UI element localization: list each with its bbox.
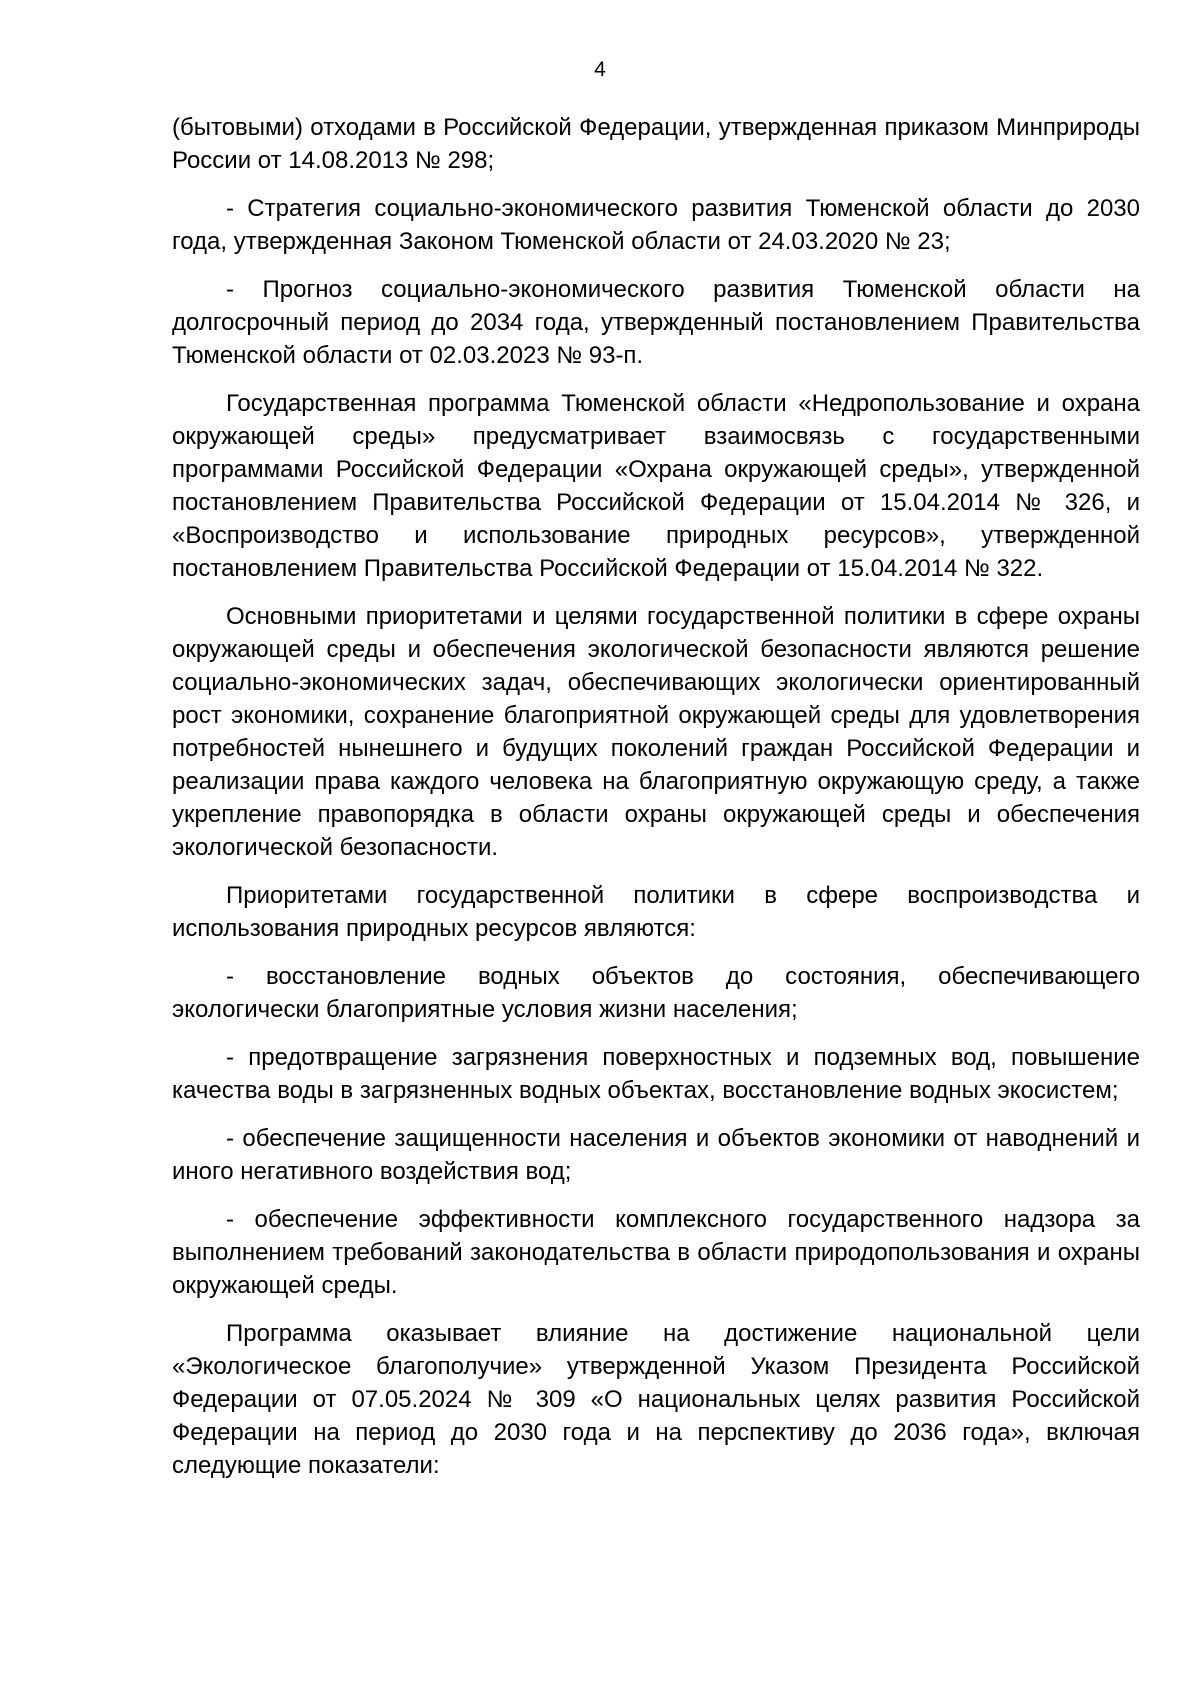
document-body <box>172 111 1140 1497</box>
list-item-supervision-efficiency: - обеспечение эффективности комплексного государственного надзора за выполнением требований законодательства в области природопользования и охраны окружающей среды. <box>172 1206 1140 1299</box>
paragraph-waste-strategy-continuation: (бытовыми) отходами в Российской Федерации, утвержденная приказом Минприроды России от 14.08.2013 № 298; <box>172 114 1140 174</box>
list-item-water-restoration: - восстановление водных объектов до состояния, обеспечивающего экологически благоприятные условия жизни населения; <box>172 963 1140 1023</box>
paragraph-development-strategy: - Стратегия социально-экономического развития Тюменской области до 2030 года, утвержденная Законом Тюменской области от 24.03.2020 № 23; <box>172 195 1140 255</box>
paragraph-program-interrelation: Государственная программа Тюменской области «Недропользование и охрана окружающей среды» предусматривает взаимосвязь с государственными программами Российской Федерации «Охрана окружающей среды», утвержденной постановлением Правительства Российской Федерации от 15.04.2014 № 326, и «Воспроизводство и использование природных ресурсов», утвержденной постановлением Правительства Российской Федерации от 15.04.2014 № 322. <box>172 390 1140 582</box>
paragraph-national-goal: Программа оказывает влияние на достижение национальной цели «Экологическое благополучие» утвержденной Указом Президента Российской Федерации от 07.05.2024 № 309 «О национальных целях развития Российской Федерации на период до 2030 года и на перспективу до 2036 года», включая следующие показатели: <box>172 1320 1140 1479</box>
paragraph-resource-priorities-intro: Приоритетами государственной политики в сфере воспроизводства и использования природных ресурсов являются: <box>172 882 1140 942</box>
list-item-pollution-prevention: - предотвращение загрязнения поверхностных и подземных вод, повышение качества воды в загрязненных водных объектах, восстановление водных экосистем; <box>172 1044 1140 1104</box>
page-number: 4 <box>594 58 606 81</box>
list-item-flood-protection: - обеспечение защищенности населения и объектов экономики от наводнений и иного негативного воздействия вод; <box>172 1125 1140 1185</box>
paragraph-forecast: - Прогноз социально-экономического развития Тюменской области на долгосрочный период до 2034 года, утвержденный постановлением Правительства Тюменской области от 02.03.2023 № 93-п. <box>172 276 1140 369</box>
paragraph-environmental-priorities: Основными приоритетами и целями государственной политики в сфере охраны окружающей среды и обеспечения экологической безопасности являются решение социально-экономических задач, обеспечивающих экологически ориентированный рост экономики, сохранение благоприятной окружающей среды для удовлетворения потребностей нынешнего и будущих поколений граждан Российской Федерации и реализации права каждого человека на благоприятную окружающую среду, а также укрепление правопорядка в области охраны окружающей среды и обеспечения экологической безопасности. <box>172 603 1140 861</box>
